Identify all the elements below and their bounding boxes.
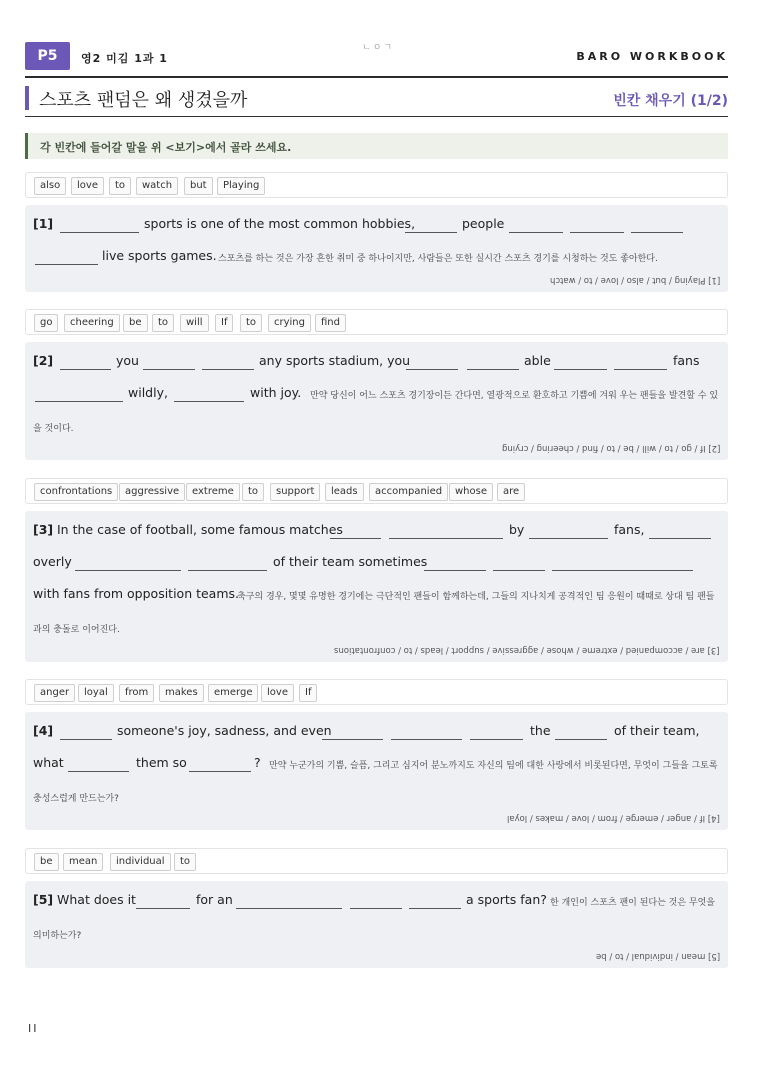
question-number: [1] <box>33 216 54 231</box>
word-chip: individual <box>110 853 171 871</box>
word-chip: from <box>119 684 154 702</box>
answer-blank[interactable] <box>389 538 503 539</box>
sentence-text: the <box>530 723 551 738</box>
word-chip: to <box>240 314 262 332</box>
sentence-text: someone's joy, sadness, and even <box>117 723 332 738</box>
word-chip: to <box>152 314 174 332</box>
sentence-text: any sports stadium, you <box>259 353 411 368</box>
grade-label: 영2 미김 1과 1 <box>81 52 168 65</box>
sentence-text: by <box>509 522 525 537</box>
answer-blank[interactable] <box>554 369 607 370</box>
answer-blank[interactable] <box>350 908 402 909</box>
korean-translation: 과의 충돌로 이어진다. <box>33 625 120 635</box>
answer-blank[interactable] <box>424 570 486 571</box>
instruction-text: 각 빈칸에 들어갈 말을 위 <보기>에서 골라 쓰세요. <box>40 141 292 154</box>
question-number: [4] <box>33 723 54 738</box>
korean-translation: 스포츠를 하는 것은 가장 흔한 취미 중 하나이지만, 사람들은 또한 실시간 스포츠 경기를 시청하는 것도 좋아한다. <box>218 254 658 264</box>
sentence-text: people <box>462 216 505 231</box>
word-chip: find <box>315 314 346 332</box>
answer-blank[interactable] <box>631 232 683 233</box>
answer-blank[interactable] <box>409 908 461 909</box>
korean-translation: 충성스럽게 만드는가? <box>33 794 119 804</box>
word-chip: leads <box>325 483 364 501</box>
answer-blank[interactable] <box>467 369 519 370</box>
word-chip: accompanied <box>369 483 448 501</box>
answer-blank[interactable] <box>470 739 523 740</box>
brand-label: BARO WORKBOOK <box>576 50 728 63</box>
sentence-text: with joy. <box>250 385 302 400</box>
word-chip: crying <box>268 314 311 332</box>
word-chip: are <box>497 483 525 501</box>
word-chip: emerge <box>208 684 258 702</box>
word-chip: aggressive <box>119 483 185 501</box>
word-bank-3 <box>25 478 728 504</box>
answer-blank[interactable] <box>236 908 342 909</box>
sentence-text: wildly, <box>128 385 168 400</box>
answer-blank[interactable] <box>143 369 195 370</box>
word-chip: confrontations <box>34 483 118 501</box>
answer-blank[interactable] <box>555 739 607 740</box>
sentence-text: a sports fan? <box>466 892 547 907</box>
question-number: [3] <box>33 522 54 537</box>
word-chip: anger <box>34 684 75 702</box>
sentence-text: them so <box>136 755 187 770</box>
question-number: [5] <box>33 892 54 907</box>
word-chip: extreme <box>186 483 240 501</box>
answer-blank[interactable] <box>649 538 711 539</box>
korean-translation: 만약 당신이 어느 스포츠 경기장이든 간다면, 열광적으로 환호하고 기쁨에 겨워 우는 팬들을 발견할 수 있 <box>310 391 719 401</box>
korean-translation: 한 개인이 스포츠 팬이 된다는 것은 무엇을 <box>550 898 715 908</box>
answer-blank[interactable] <box>552 570 693 571</box>
word-chip: If <box>215 314 233 332</box>
korean-translation: 축구의 경우, 몇몇 유명한 경기에는 극단적인 팬들이 함께하는데, 그들의 지나치게 공격적인 팀 응원이 때때로 상대 팀 팬들 <box>237 592 715 602</box>
word-chip: makes <box>159 684 204 702</box>
header-stamp: ㄴㅇㄱ <box>362 43 395 53</box>
word-chip: support <box>270 483 320 501</box>
answer-key: [3] are / accompanied / extreme / whose / aggressive / support / leads / to / confrontations <box>334 645 720 655</box>
answer-blank[interactable] <box>35 401 123 402</box>
word-chip: love <box>71 177 104 195</box>
page-title: 스포츠 팬덤은 왜 생겼을까 <box>39 90 248 111</box>
answer-key: [1] Playing / but / also / love / to / watch <box>549 275 720 285</box>
word-chip: be <box>123 314 148 332</box>
page-header <box>25 40 728 78</box>
word-chip: love <box>261 684 294 702</box>
page-number: II <box>28 1022 39 1035</box>
word-chip: cheering <box>64 314 120 332</box>
word-chip: to <box>174 853 196 871</box>
answer-blank[interactable] <box>189 771 251 772</box>
word-chip: to <box>109 177 131 195</box>
answer-blank[interactable] <box>493 570 545 571</box>
sentence-text: What does it <box>57 892 136 907</box>
word-bank-5 <box>25 848 728 874</box>
sentence-text: ? <box>254 755 261 770</box>
sentence-text: live sports games. <box>102 248 217 263</box>
word-chip: loyal <box>78 684 114 702</box>
answer-blank[interactable] <box>60 232 139 233</box>
sentence-text: overly <box>33 554 72 569</box>
word-chip: to <box>242 483 264 501</box>
answer-blank[interactable] <box>188 570 267 571</box>
question-4 <box>25 712 728 830</box>
answer-blank[interactable] <box>322 739 383 740</box>
answer-blank[interactable] <box>75 570 181 571</box>
word-bank-2 <box>25 309 728 335</box>
answer-key: [4] If / anger / emerge / from / love / makes / loyal <box>507 813 720 823</box>
answer-blank[interactable] <box>391 739 462 740</box>
answer-blank[interactable] <box>614 369 667 370</box>
word-chip: mean <box>63 853 103 871</box>
sentence-text: In the case of football, some famous matches <box>57 522 343 537</box>
word-chip: will <box>180 314 209 332</box>
word-chip: Playing <box>217 177 265 195</box>
answer-blank[interactable] <box>406 369 458 370</box>
answer-blank[interactable] <box>174 401 244 402</box>
answer-blank[interactable] <box>35 264 98 265</box>
word-chip: watch <box>136 177 178 195</box>
question-2 <box>25 342 728 460</box>
sentence-text: fans, <box>614 522 645 537</box>
word-chip: but <box>184 177 213 195</box>
sentence-text: with fans from opposition teams. <box>33 586 240 601</box>
korean-translation: 만약 누군가의 기쁨, 슬픔, 그리고 심지어 분노까지도 자신의 팀에 대한 사랑에서 비롯된다면, 무엇이 그들을 그토록 <box>269 761 718 771</box>
korean-translation: 의미하는가? <box>33 931 82 941</box>
word-chip: be <box>34 853 59 871</box>
sentence-text: you <box>116 353 139 368</box>
answer-blank[interactable] <box>60 739 112 740</box>
sentence-text: able <box>524 353 551 368</box>
answer-blank[interactable] <box>405 232 457 233</box>
sentence-text: sports is one of the most common hobbies, <box>144 216 416 231</box>
answer-blank[interactable] <box>570 232 624 233</box>
answer-key: [2] If / go / to / will / be / to / find / cheering / crying <box>501 443 720 453</box>
answer-blank[interactable] <box>136 908 190 909</box>
sentence-text: what <box>33 755 64 770</box>
question-5 <box>25 881 728 968</box>
answer-blank[interactable] <box>68 771 129 772</box>
answer-blank[interactable] <box>330 538 381 539</box>
word-chip: If <box>299 684 317 702</box>
page-subtitle: 빈칸 채우기 (1/2) <box>613 93 728 109</box>
answer-blank[interactable] <box>509 232 563 233</box>
korean-translation: 을 것이다. <box>33 424 74 434</box>
answer-key: [5] mean / individual / to / be <box>595 951 720 961</box>
word-chip: go <box>34 314 58 332</box>
title-bar <box>25 86 728 117</box>
page-badge: P5 <box>25 42 70 70</box>
title-accent-bar <box>25 86 29 110</box>
word-chip: also <box>34 177 66 195</box>
answer-blank[interactable] <box>529 538 608 539</box>
sentence-text: of their team sometimes <box>273 554 428 569</box>
answer-blank[interactable] <box>60 369 111 370</box>
answer-blank[interactable] <box>202 369 254 370</box>
question-number: [2] <box>33 353 54 368</box>
word-chip: whose <box>449 483 493 501</box>
sentence-text: for an <box>196 892 233 907</box>
word-bank-1 <box>25 172 728 198</box>
question-3 <box>25 511 728 662</box>
sentence-text: fans <box>673 353 700 368</box>
word-bank-4 <box>25 679 728 705</box>
question-1 <box>25 205 728 292</box>
sentence-text: of their team, <box>614 723 700 738</box>
instruction-box <box>25 133 728 159</box>
